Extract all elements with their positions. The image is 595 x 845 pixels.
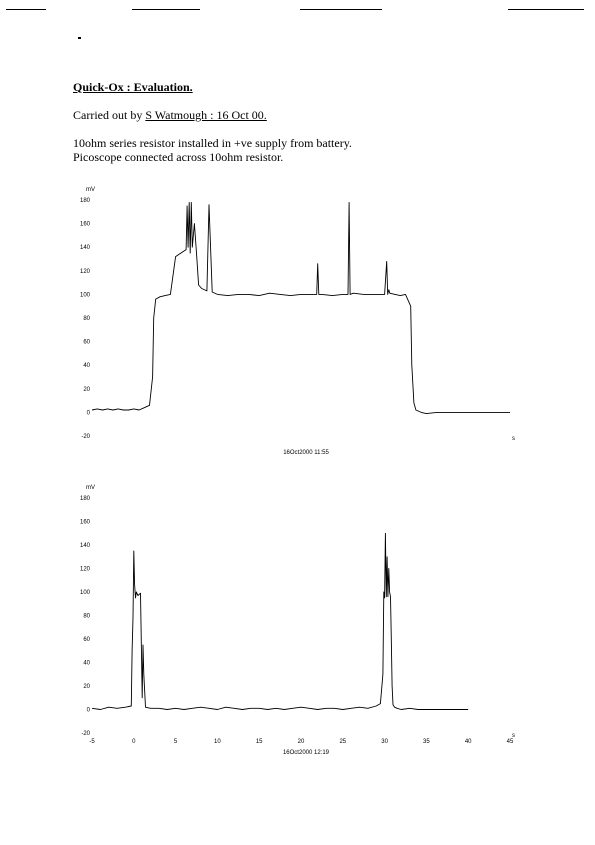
x-tick-label: 20 xyxy=(297,739,305,745)
y-tick-label: 20 xyxy=(83,386,90,393)
chart-timestamp: 16Oct2000 12:19 xyxy=(282,750,330,756)
y-tick-label: 60 xyxy=(83,637,90,643)
chart-bottom xyxy=(0,480,595,780)
byline-author-date: S Watmough : 16 Oct 00. xyxy=(145,108,267,122)
y-tick-label: 120 xyxy=(79,566,90,573)
y-tick-label: 120 xyxy=(79,268,90,275)
y-tick-label: 140 xyxy=(79,543,90,549)
y-tick-label: 100 xyxy=(79,590,90,596)
document-heading: Quick-Ox : Evaluation. xyxy=(73,80,193,94)
signal-trace xyxy=(92,202,510,413)
scan-edge-line xyxy=(132,9,200,10)
x-tick-label: 35 xyxy=(423,739,430,745)
chart-top xyxy=(0,180,595,470)
signal-trace xyxy=(92,533,468,709)
x-tick-label: -5 xyxy=(89,739,95,745)
y-tick-label: 180 xyxy=(79,198,90,204)
y-tick-label: 40 xyxy=(83,363,90,370)
x-tick-label: 0 xyxy=(132,739,136,745)
y-tick-label: -20 xyxy=(81,731,90,737)
x-tick-label: 30 xyxy=(381,739,388,745)
y-tick-label: 40 xyxy=(83,660,90,667)
y-tick-label: 20 xyxy=(83,684,90,690)
x-tick-label: 10 xyxy=(214,739,221,745)
y-tick-label: 100 xyxy=(79,292,90,299)
x-tick-label: 40 xyxy=(464,739,472,745)
note-line-2: Picoscope connected across 10ohm resistor. xyxy=(73,150,284,164)
y-tick-label: 140 xyxy=(79,245,90,252)
scan-edge-line xyxy=(508,9,584,10)
x-unit-label: s xyxy=(512,733,515,739)
y-unit-label: mV xyxy=(86,187,95,193)
x-tick-label: 5 xyxy=(173,739,178,745)
y-tick-label: 60 xyxy=(83,339,90,346)
x-tick-label: 45 xyxy=(506,739,514,745)
y-tick-label: 80 xyxy=(83,613,90,620)
scan-speck xyxy=(78,37,81,39)
scan-edge-line xyxy=(6,9,46,10)
y-tick-label: 0 xyxy=(86,707,90,714)
y-tick-label: 160 xyxy=(79,221,90,228)
y-tick-label: -20 xyxy=(81,434,90,440)
x-tick-label: 15 xyxy=(255,739,263,745)
document-byline xyxy=(73,108,267,123)
note-line-1: 10ohm series resistor installed in +ve supply from battery. xyxy=(73,136,352,150)
y-tick-label: 80 xyxy=(83,316,90,322)
y-tick-label: 0 xyxy=(86,410,90,417)
y-unit-label: mV xyxy=(86,485,95,491)
byline-prefix: Carried out by xyxy=(73,108,146,122)
scan-edge-line xyxy=(300,9,382,10)
chart-timestamp: 16Oct2000 11:55 xyxy=(283,450,329,456)
y-tick-label: 160 xyxy=(79,519,90,526)
x-tick-label: 25 xyxy=(339,739,347,745)
y-tick-label: 180 xyxy=(79,496,90,502)
x-unit-label: s xyxy=(512,436,515,442)
